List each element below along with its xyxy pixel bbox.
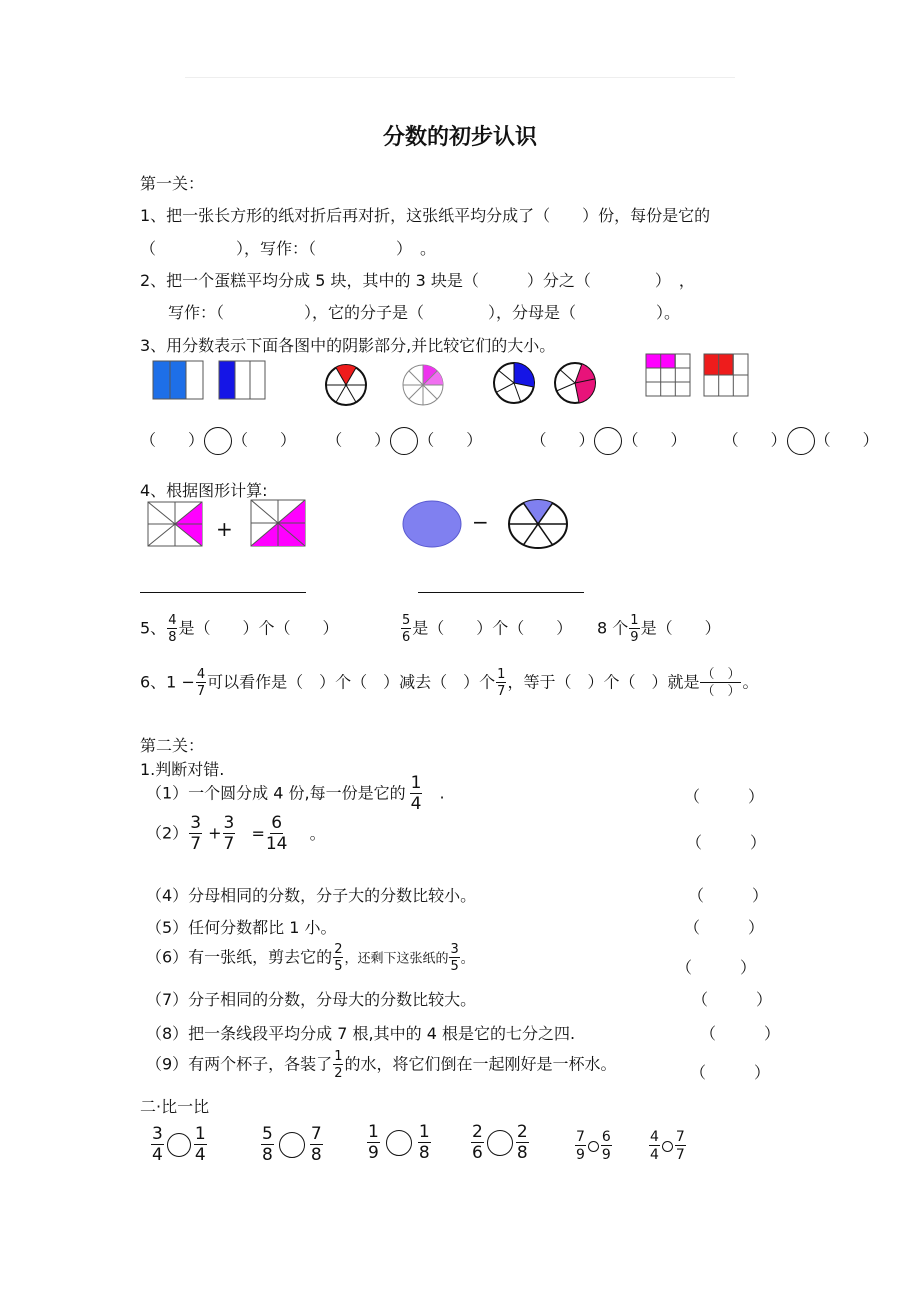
q1-line1: 1、把一张长方形的纸对折后再对折，这张纸平均分成了（ ）份，每份是它的	[140, 206, 711, 225]
q2-line1: 2、把一个蛋糕平均分成 5 块，其中的 3 块是（ ）分之（ ） ，	[140, 271, 695, 290]
q4-plus: +	[216, 517, 233, 541]
judge-title: 1.判断对错.	[140, 760, 225, 779]
compare-1: $\frac{3}{4}$ $\frac{1}{4}$	[152, 1124, 206, 1165]
q4-square-2	[249, 498, 311, 550]
q4-oval-sectors	[506, 498, 572, 552]
compare-circle[interactable]	[487, 1130, 513, 1156]
judge-1: （1）一个圆分成 4 份,每一份是它的 $\frac{1}{4}$ .	[146, 773, 445, 814]
compare-6: $\frac{4}{4}$ $\frac{7}{7}$	[650, 1129, 685, 1163]
compare-circle[interactable]	[594, 427, 622, 455]
page-title: 分数的初步认识	[382, 125, 537, 150]
q3-grids	[644, 352, 756, 400]
judge-7: （7）分子相同的分数，分母大的分数比较大。	[146, 990, 477, 1009]
q3-text: 3、用分数表示下面各图中的阴影部分,并比较它们的大小。	[140, 336, 556, 355]
level1-heading: 第一关：	[140, 174, 205, 193]
q3-circle-red	[322, 362, 370, 408]
judge-4-answer[interactable]: （ ）	[688, 886, 769, 905]
q5-b: $\frac{5}{6}$ 是（ ）个（ ）	[402, 613, 573, 645]
judge-2: （2） $\frac{3}{7}$ + $\frac{3}{7}$ = $\frac{6}{14}$ 。	[146, 813, 326, 854]
q2-line2: 写作：（ ），它的分子是（ ），分母是（ ）。	[168, 303, 681, 322]
level2-heading: 第二关：	[140, 736, 205, 755]
compare-circle[interactable]	[662, 1141, 673, 1152]
compare-circle[interactable]	[204, 427, 232, 455]
judge-6: （6）有一张纸，剪去它的 $\frac{2}{5}$ ，还剩下这张纸的 $\frac{3}{5}$ 。	[146, 942, 474, 974]
compare-5: $\frac{7}{9}$ $\frac{6}{9}$	[576, 1129, 611, 1163]
compare-circle[interactable]	[588, 1141, 599, 1152]
q3-circle-pink	[551, 360, 599, 406]
header-rule	[185, 77, 735, 78]
q4-text: 4、根据图形计算:	[140, 481, 268, 500]
q5-c: 8 个 $\frac{1}{9}$ 是（ ）	[597, 613, 721, 645]
judge-5: （5）任何分数都比 1 小。	[146, 918, 337, 937]
judge-9: （9）有两个杯子，各装了 $\frac{1}{2}$ 的水，将它们倒在一起刚好是一杯水。	[146, 1049, 617, 1081]
judge-8-answer[interactable]: （ ）	[700, 1024, 781, 1043]
q4-square-1	[146, 500, 208, 550]
judge-1-answer[interactable]: （ ）	[684, 787, 765, 806]
judge-9-answer[interactable]: （ ）	[690, 1063, 771, 1082]
q3-compare-row: （ ） （ ） （ ） （ ） （ ） （ ） （ ） （ ）	[140, 427, 879, 455]
compare-circle[interactable]	[787, 427, 815, 455]
judge-2-answer[interactable]: （ ）	[686, 833, 767, 852]
q3-circle-violet	[399, 362, 447, 408]
compare-circle[interactable]	[386, 1130, 412, 1156]
compare-3: $\frac{1}{9}$ $\frac{1}{8}$	[368, 1122, 430, 1163]
compare-2: $\frac{5}{8}$ $\frac{7}{8}$	[262, 1124, 322, 1165]
judge-5-answer[interactable]: （ ）	[684, 918, 765, 937]
compare-title: 二·比一比	[140, 1097, 210, 1116]
q3-circle-blue	[490, 360, 538, 406]
answer-line-1[interactable]	[140, 592, 306, 593]
judge-4: （4）分母相同的分数，分子大的分数比较小。	[146, 886, 477, 905]
q4-minus: −	[472, 510, 489, 534]
judge-7-answer[interactable]: （ ）	[692, 990, 773, 1009]
judge-6-answer[interactable]: （ ）	[676, 958, 757, 977]
q3-rectangles	[150, 358, 270, 402]
q4-oval	[400, 498, 466, 550]
compare-circle[interactable]	[279, 1132, 305, 1158]
compare-4: $\frac{2}{6}$ $\frac{2}{8}$	[472, 1122, 528, 1163]
compare-circle[interactable]	[390, 427, 418, 455]
q5-a: 5、 $\frac{4}{8}$ 是（ ）个（ ）	[140, 613, 339, 645]
judge-8: （8）把一条线段平均分成 7 根,其中的 4 根是它的七分之四.	[146, 1024, 576, 1043]
answer-line-2[interactable]	[418, 592, 584, 593]
compare-circle[interactable]	[167, 1133, 191, 1157]
q1-line2: （ ），写作：（ ） 。	[140, 239, 437, 258]
q6: 6、1 − $\frac{4}{7}$ 可以看作是（ ）个（ ）减去（ ）个 $\frac{1}{7}$ ，等于（ ）个（ ）就是 $\frac{( )}{( )}$ 。	[140, 667, 759, 699]
